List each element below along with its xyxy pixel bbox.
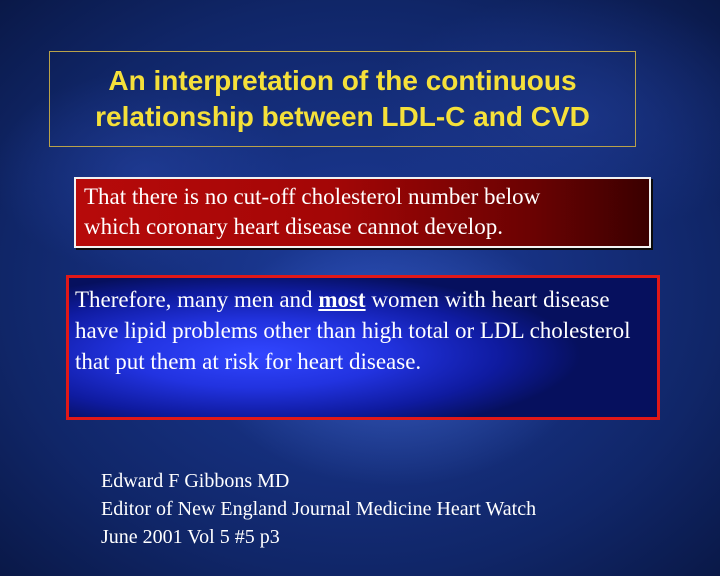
conclusion-text: [75, 284, 651, 377]
statement-text: That there is no cut-off cholesterol number below which coronary heart disease cannot develop.: [84, 184, 541, 239]
slide-title: An interpretation of the continuous relationship between LDL-C and CVD: [95, 65, 590, 132]
conclusion-emphasis: most: [318, 287, 366, 312]
citation-reference: June 2001 Vol 5 #5 p3: [101, 526, 280, 548]
title-box: [49, 51, 636, 147]
citation-author: Edward F Gibbons MD: [101, 470, 290, 492]
citation-role: Editor of New England Journal Medicine Heart Watch: [101, 498, 537, 520]
conclusion-text-before: Therefore, many men and: [75, 287, 319, 312]
statement-box: [74, 177, 651, 248]
citation: [101, 467, 536, 551]
conclusion-text-after: women with heart disease have lipid problems other than high total or LDL cholesterol that put them at risk for heart disease.: [75, 287, 631, 374]
conclusion-box: [66, 275, 660, 420]
